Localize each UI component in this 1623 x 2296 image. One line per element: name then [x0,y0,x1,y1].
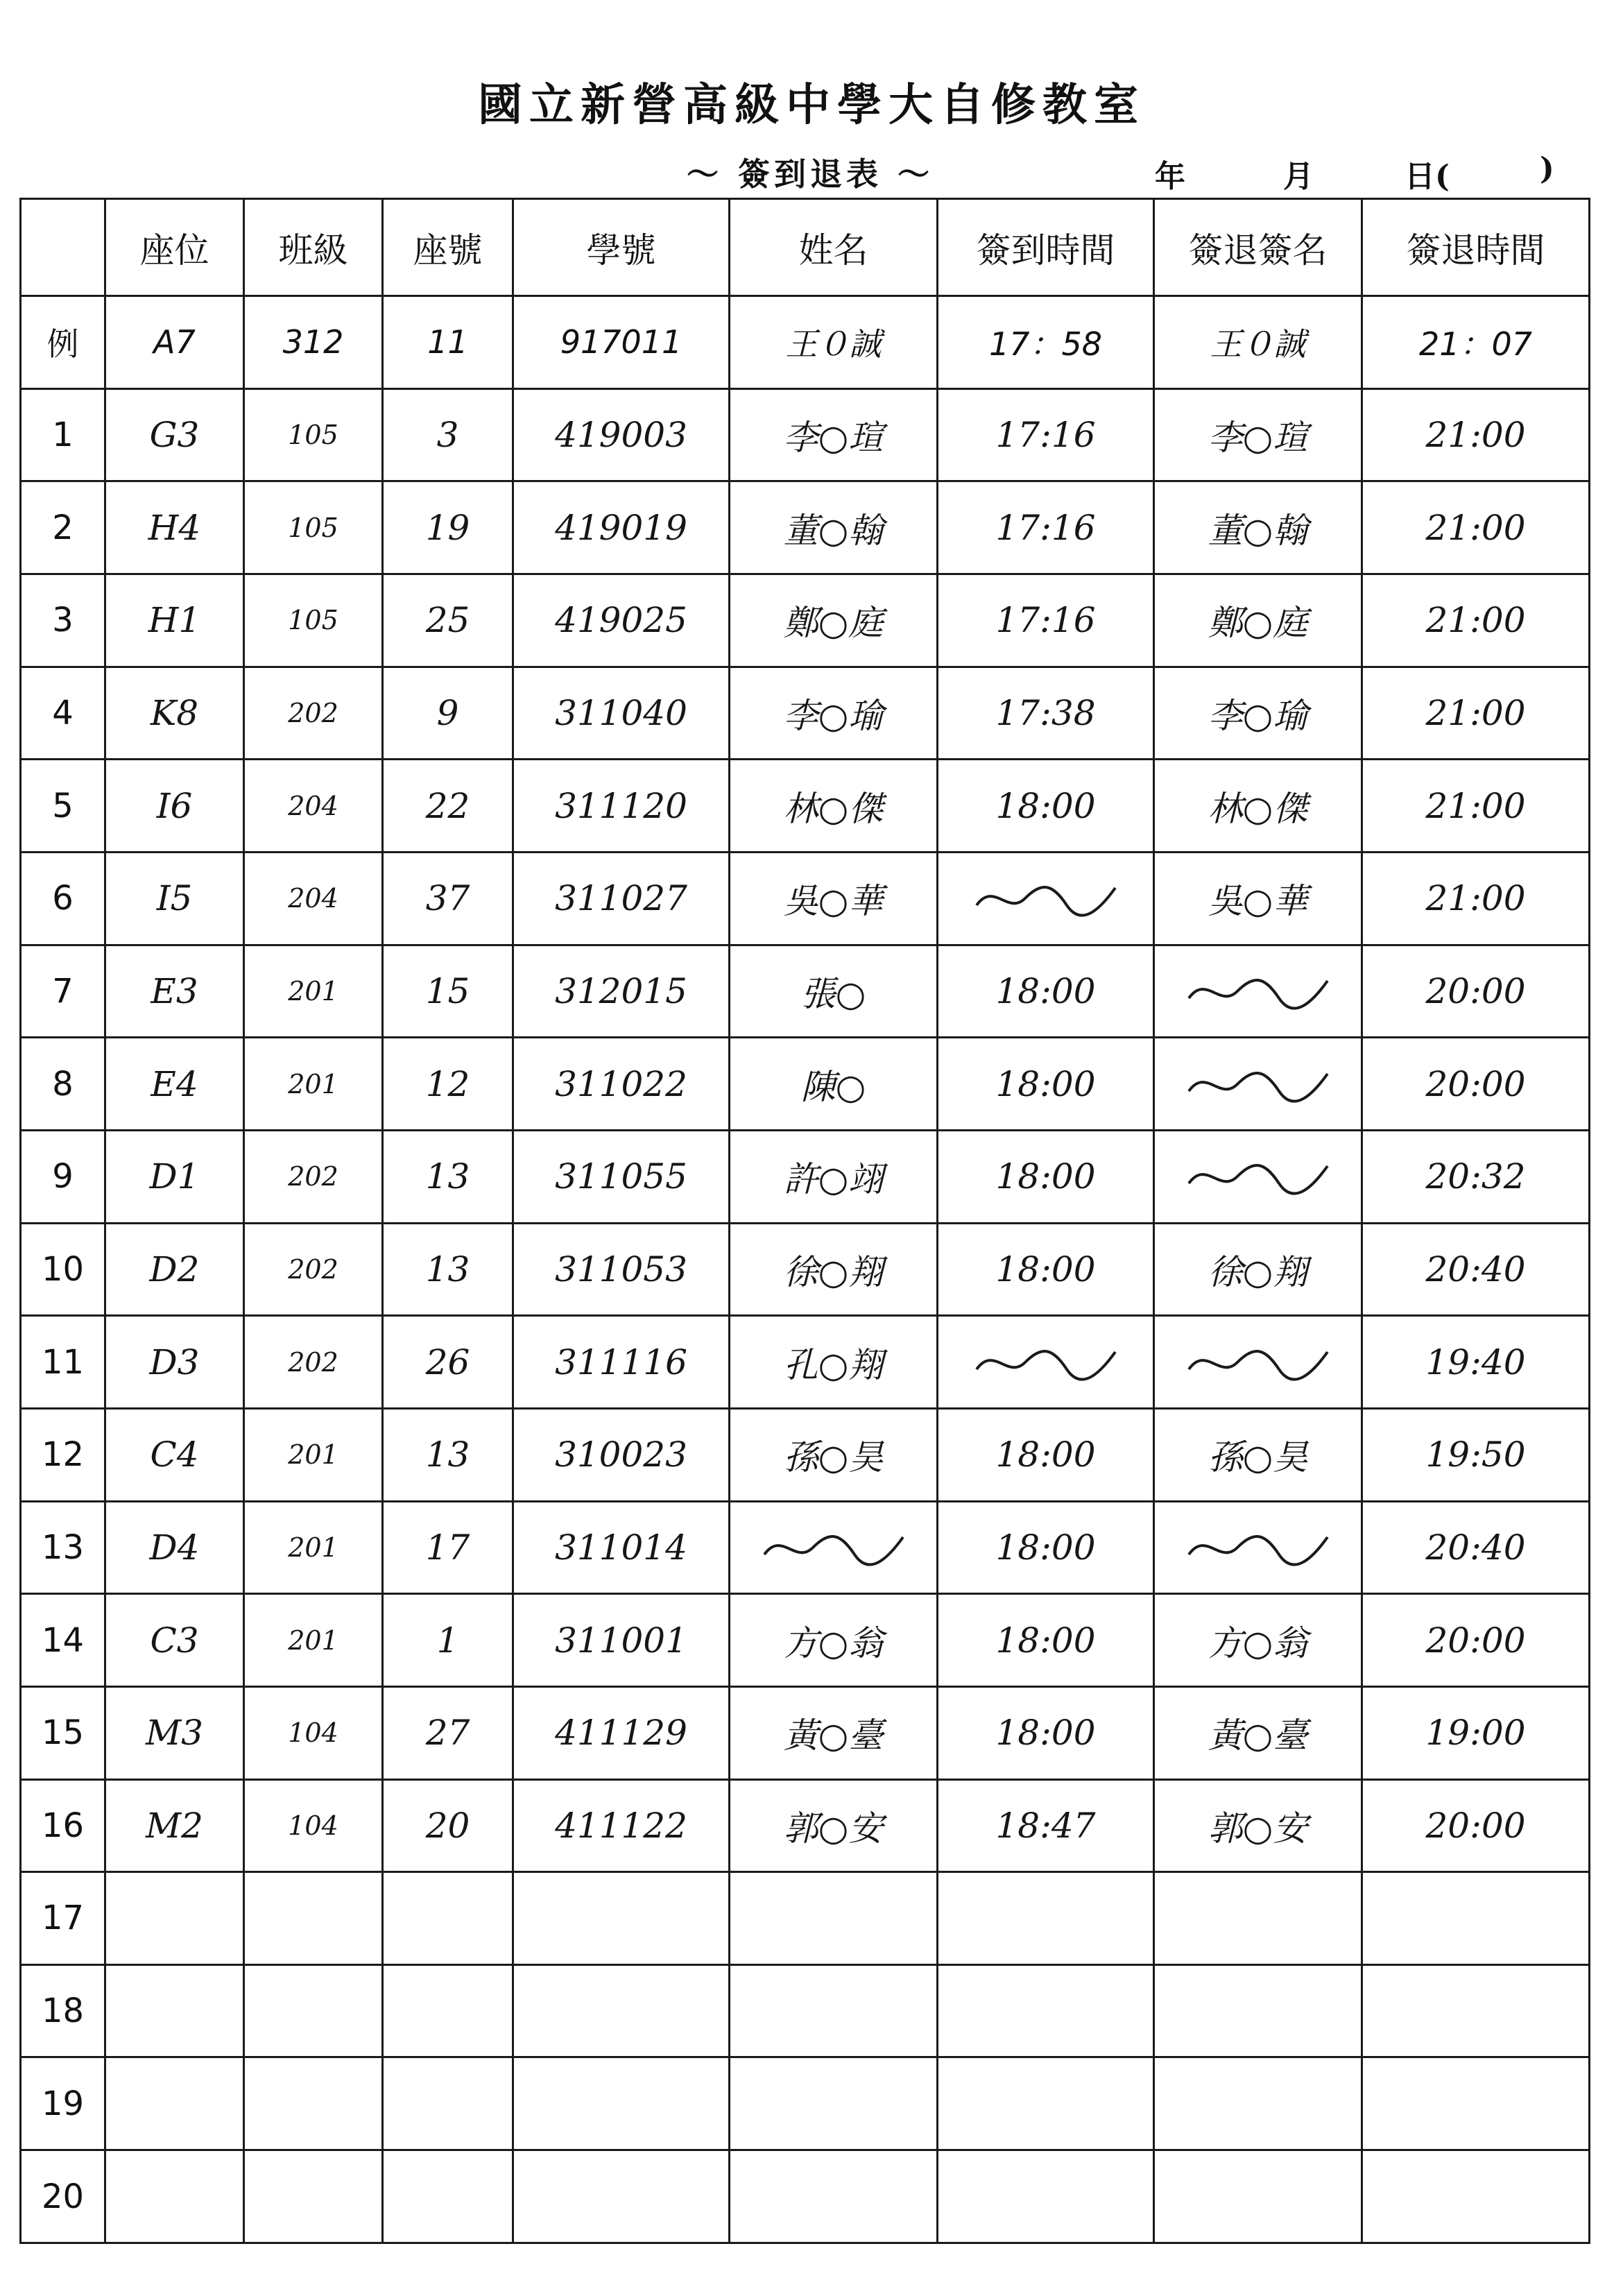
class-cell: 202 [244,1223,383,1316]
seat-no-cell: 13 [383,1130,513,1223]
row-number: 10 [21,1223,105,1316]
student-id-cell: 311120 [513,760,730,853]
row-number: 1 [21,388,105,481]
row-number: 5 [21,760,105,853]
seat-cell: D2 [105,1223,244,1316]
scribble-mark [1182,1338,1334,1387]
class-cell: 201 [244,1408,383,1501]
seat-no-cell: 3 [383,388,513,481]
name-cell: 郭○安 [730,1779,938,1872]
name-cell: 李○瑄 [730,388,938,481]
col-header-seat: 座位 [105,199,244,296]
checkout-signature-cell [1154,1872,1362,1965]
name-cell: 吳○華 [730,852,938,945]
name-cell: 孫○昊 [730,1408,938,1501]
class-cell: 104 [244,1686,383,1779]
check-out-cell: 21:00 [1362,852,1590,945]
name-cell: 方○翁 [730,1594,938,1687]
seat-cell: C4 [105,1408,244,1501]
check-out-cell: 20:32 [1362,1130,1590,1223]
class-cell: 204 [244,852,383,945]
table-row [21,1872,1590,1965]
seat-cell: K8 [105,667,244,760]
seat-no-cell: 17 [383,1501,513,1594]
scribble-mark [1182,1060,1334,1108]
row-number: 8 [21,1038,105,1131]
row-number: 11 [21,1316,105,1409]
table-row [21,1038,1590,1131]
table-row [21,945,1590,1038]
seat-cell: M3 [105,1686,244,1779]
class-cell: 312 [244,296,383,389]
scribble-mark [1182,1152,1334,1201]
col-header-no [21,199,105,296]
checkout-signature-cell: 方○翁 [1154,1594,1362,1687]
table-row [21,1316,1590,1409]
seat-no-cell: 1 [383,1594,513,1687]
checkout-signature-cell: 李○瑜 [1154,667,1362,760]
seat-no-cell: 11 [383,296,513,389]
scribble-mark [1182,1523,1334,1572]
student-id-cell: 917011 [513,296,730,389]
check-in-cell: 18:00 [938,1130,1154,1223]
check-out-cell: 19:40 [1362,1316,1590,1409]
student-id-cell: 419003 [513,388,730,481]
scribble-mark [970,874,1122,923]
seat-cell: E4 [105,1038,244,1131]
table-row [21,667,1590,760]
check-in-cell: 18:00 [938,1686,1154,1779]
table-row [21,852,1590,945]
scribble-mark [1182,967,1334,1016]
name-cell: 董○翰 [730,481,938,574]
name-cell [730,1964,938,2057]
col-header-name: 姓名 [730,199,938,296]
checkout-signature-cell: 吳○華 [1154,852,1362,945]
student-id-cell: 419019 [513,481,730,574]
check-out-cell: 19:00 [1362,1686,1590,1779]
seat-no-cell: 25 [383,574,513,667]
table-row [21,2150,1590,2243]
checkout-signature-cell: 鄭○庭 [1154,574,1362,667]
seat-cell: I6 [105,760,244,853]
row-number: 19 [21,2057,105,2150]
checkout-signature-cell [1154,1316,1362,1409]
seat-cell: M2 [105,1779,244,1872]
checkout-signature-cell: 郭○安 [1154,1779,1362,1872]
name-cell: 陳○ [730,1038,938,1131]
class-cell [244,2057,383,2150]
table-row [21,2057,1590,2150]
checkout-signature-cell: 李○瑄 [1154,388,1362,481]
check-out-cell: 21：07 [1362,296,1590,389]
name-cell: 李○瑜 [730,667,938,760]
row-number: 7 [21,945,105,1038]
seat-no-cell: 9 [383,667,513,760]
seat-cell: I5 [105,852,244,945]
seat-cell: E3 [105,945,244,1038]
check-out-cell: 20:00 [1362,945,1590,1038]
row-number: 3 [21,574,105,667]
check-out-cell: 20:00 [1362,1038,1590,1131]
row-number: 6 [21,852,105,945]
student-id-cell [513,1872,730,1965]
seat-cell [105,2150,244,2243]
check-out-cell: 20:40 [1362,1223,1590,1316]
checkout-signature-cell: 徐○翔 [1154,1223,1362,1316]
name-cell [730,1872,938,1965]
seat-no-cell: 37 [383,852,513,945]
seat-no-cell: 27 [383,1686,513,1779]
col-header-checkout-signature: 簽退簽名 [1154,199,1362,296]
name-cell: 鄭○庭 [730,574,938,667]
row-number: 16 [21,1779,105,1872]
name-cell: 許○翊 [730,1130,938,1223]
student-id-cell: 311001 [513,1594,730,1687]
table-row [21,1964,1590,2057]
student-id-cell [513,1964,730,2057]
student-id-cell: 411129 [513,1686,730,1779]
name-cell [730,1501,938,1594]
check-out-cell: 21:00 [1362,574,1590,667]
student-id-cell: 411122 [513,1779,730,1872]
student-id-cell: 310023 [513,1408,730,1501]
check-in-cell: 18:47 [938,1779,1154,1872]
check-in-cell [938,1872,1154,1965]
scribble-mark [970,1338,1122,1387]
class-cell [244,1872,383,1965]
seat-cell: D4 [105,1501,244,1594]
check-out-cell: 21:00 [1362,760,1590,853]
checkout-signature-cell: 黃○臺 [1154,1686,1362,1779]
check-in-cell: 18:00 [938,1408,1154,1501]
class-cell: 105 [244,574,383,667]
seat-no-cell: 12 [383,1038,513,1131]
seat-no-cell [383,2057,513,2150]
check-in-cell: 17:16 [938,481,1154,574]
name-cell: 張○ [730,945,938,1038]
checkout-signature-cell: 孫○昊 [1154,1408,1362,1501]
table-row [21,1594,1590,1687]
row-number: 9 [21,1130,105,1223]
student-id-cell: 311014 [513,1501,730,1594]
table-header-row [21,199,1590,296]
seat-no-cell: 20 [383,1779,513,1872]
table-row [21,760,1590,853]
checkout-signature-cell [1154,1501,1362,1594]
row-number: 20 [21,2150,105,2243]
col-header-seat-no: 座號 [383,199,513,296]
table-row [21,1130,1590,1223]
date-weekday-close: ) [1540,151,1554,187]
class-cell [244,1964,383,2057]
row-number: 12 [21,1408,105,1501]
row-number: 13 [21,1501,105,1594]
date-year-label: 年 [1155,159,1185,194]
class-cell: 202 [244,1316,383,1409]
table-row [21,1408,1590,1501]
row-number: 2 [21,481,105,574]
row-number: 17 [21,1872,105,1965]
checkout-signature-cell: 王０誠 [1154,296,1362,389]
example-row [21,296,1590,389]
table-row [21,1223,1590,1316]
class-cell: 104 [244,1779,383,1872]
table-row [21,574,1590,667]
scribble-mark [757,1523,910,1572]
check-in-cell [938,1964,1154,2057]
seat-no-cell [383,1964,513,2057]
seat-cell: C3 [105,1594,244,1687]
student-id-cell: 312015 [513,945,730,1038]
row-number: 15 [21,1686,105,1779]
seat-no-cell: 13 [383,1223,513,1316]
row-number: 4 [21,667,105,760]
seat-cell [105,2057,244,2150]
seat-cell: D3 [105,1316,244,1409]
check-in-cell: 17:16 [938,574,1154,667]
table-row [21,1501,1590,1594]
date-month-label: 月 [1283,159,1314,194]
col-header-student-id: 學號 [513,199,730,296]
seat-cell [105,1872,244,1965]
name-cell [730,2057,938,2150]
check-in-cell [938,1316,1154,1409]
check-out-cell: 20:00 [1362,1594,1590,1687]
sign-in-out-table [19,198,1590,2244]
seat-no-cell: 22 [383,760,513,853]
name-cell: 徐○翔 [730,1223,938,1316]
row-number: 例 [21,296,105,389]
name-cell: 孔○翔 [730,1316,938,1409]
seat-no-cell: 13 [383,1408,513,1501]
name-cell: 林○傑 [730,760,938,853]
check-out-cell [1362,1872,1590,1965]
name-cell: 黃○臺 [730,1686,938,1779]
student-id-cell: 311116 [513,1316,730,1409]
seat-no-cell: 15 [383,945,513,1038]
check-in-cell [938,2150,1154,2243]
class-cell: 201 [244,1594,383,1687]
table-row [21,1779,1590,1872]
check-in-cell: 18:00 [938,1594,1154,1687]
table-row [21,1686,1590,1779]
checkout-signature-cell [1154,2057,1362,2150]
check-out-cell: 21:00 [1362,388,1590,481]
class-cell: 204 [244,760,383,853]
seat-cell: G3 [105,388,244,481]
col-header-check-in-time: 簽到時間 [938,199,1154,296]
student-id-cell: 311040 [513,667,730,760]
col-header-class: 班級 [244,199,383,296]
checkout-signature-cell: 林○傑 [1154,760,1362,853]
student-id-cell [513,2150,730,2243]
student-id-cell: 311027 [513,852,730,945]
class-cell: 201 [244,945,383,1038]
check-out-cell: 20:40 [1362,1501,1590,1594]
checkout-signature-cell: 董○翰 [1154,481,1362,574]
check-out-cell [1362,1964,1590,2057]
class-cell [244,2150,383,2243]
student-id-cell [513,2057,730,2150]
seat-cell [105,1964,244,2057]
table-row [21,388,1590,481]
class-cell: 201 [244,1501,383,1594]
check-in-cell [938,2057,1154,2150]
check-in-cell: 17:16 [938,388,1154,481]
seat-no-cell [383,1872,513,1965]
seat-no-cell: 26 [383,1316,513,1409]
page-title: 國立新營高級中學大自修教室 [478,79,1145,131]
check-out-cell: 20:00 [1362,1779,1590,1872]
class-cell: 202 [244,1130,383,1223]
check-in-cell: 17:38 [938,667,1154,760]
class-cell: 105 [244,388,383,481]
seat-cell: H4 [105,481,244,574]
class-cell: 105 [244,481,383,574]
checkout-signature-cell [1154,1964,1362,2057]
row-number: 18 [21,1964,105,2057]
checkout-signature-cell [1154,945,1362,1038]
seat-cell: A7 [105,296,244,389]
name-cell: 王０誠 [730,296,938,389]
check-out-cell [1362,2150,1590,2243]
student-id-cell: 311055 [513,1130,730,1223]
name-cell [730,2150,938,2243]
check-out-cell: 19:50 [1362,1408,1590,1501]
col-header-check-out-time: 簽退時間 [1362,199,1590,296]
class-cell: 202 [244,667,383,760]
check-in-cell: 18:00 [938,760,1154,853]
seat-no-cell: 19 [383,481,513,574]
check-in-cell: 18:00 [938,1501,1154,1594]
check-in-cell: 18:00 [938,1038,1154,1131]
checkout-signature-cell [1154,1130,1362,1223]
row-number: 14 [21,1594,105,1687]
seat-cell: H1 [105,574,244,667]
seat-cell: D1 [105,1130,244,1223]
date-day-label: 日( [1405,159,1450,194]
checkout-signature-cell [1154,1038,1362,1131]
student-id-cell: 311022 [513,1038,730,1131]
check-out-cell: 21:00 [1362,481,1590,574]
check-in-cell: 17：58 [938,296,1154,389]
check-out-cell [1362,2057,1590,2150]
seat-no-cell [383,2150,513,2243]
check-in-cell [938,852,1154,945]
class-cell: 201 [244,1038,383,1131]
check-out-cell: 21:00 [1362,667,1590,760]
student-id-cell: 419025 [513,574,730,667]
table-row [21,481,1590,574]
checkout-signature-cell [1154,2150,1362,2243]
check-in-cell: 18:00 [938,1223,1154,1316]
page-subtitle: ～ 簽到退表 ～ [687,155,934,193]
check-in-cell: 18:00 [938,945,1154,1038]
student-id-cell: 311053 [513,1223,730,1316]
